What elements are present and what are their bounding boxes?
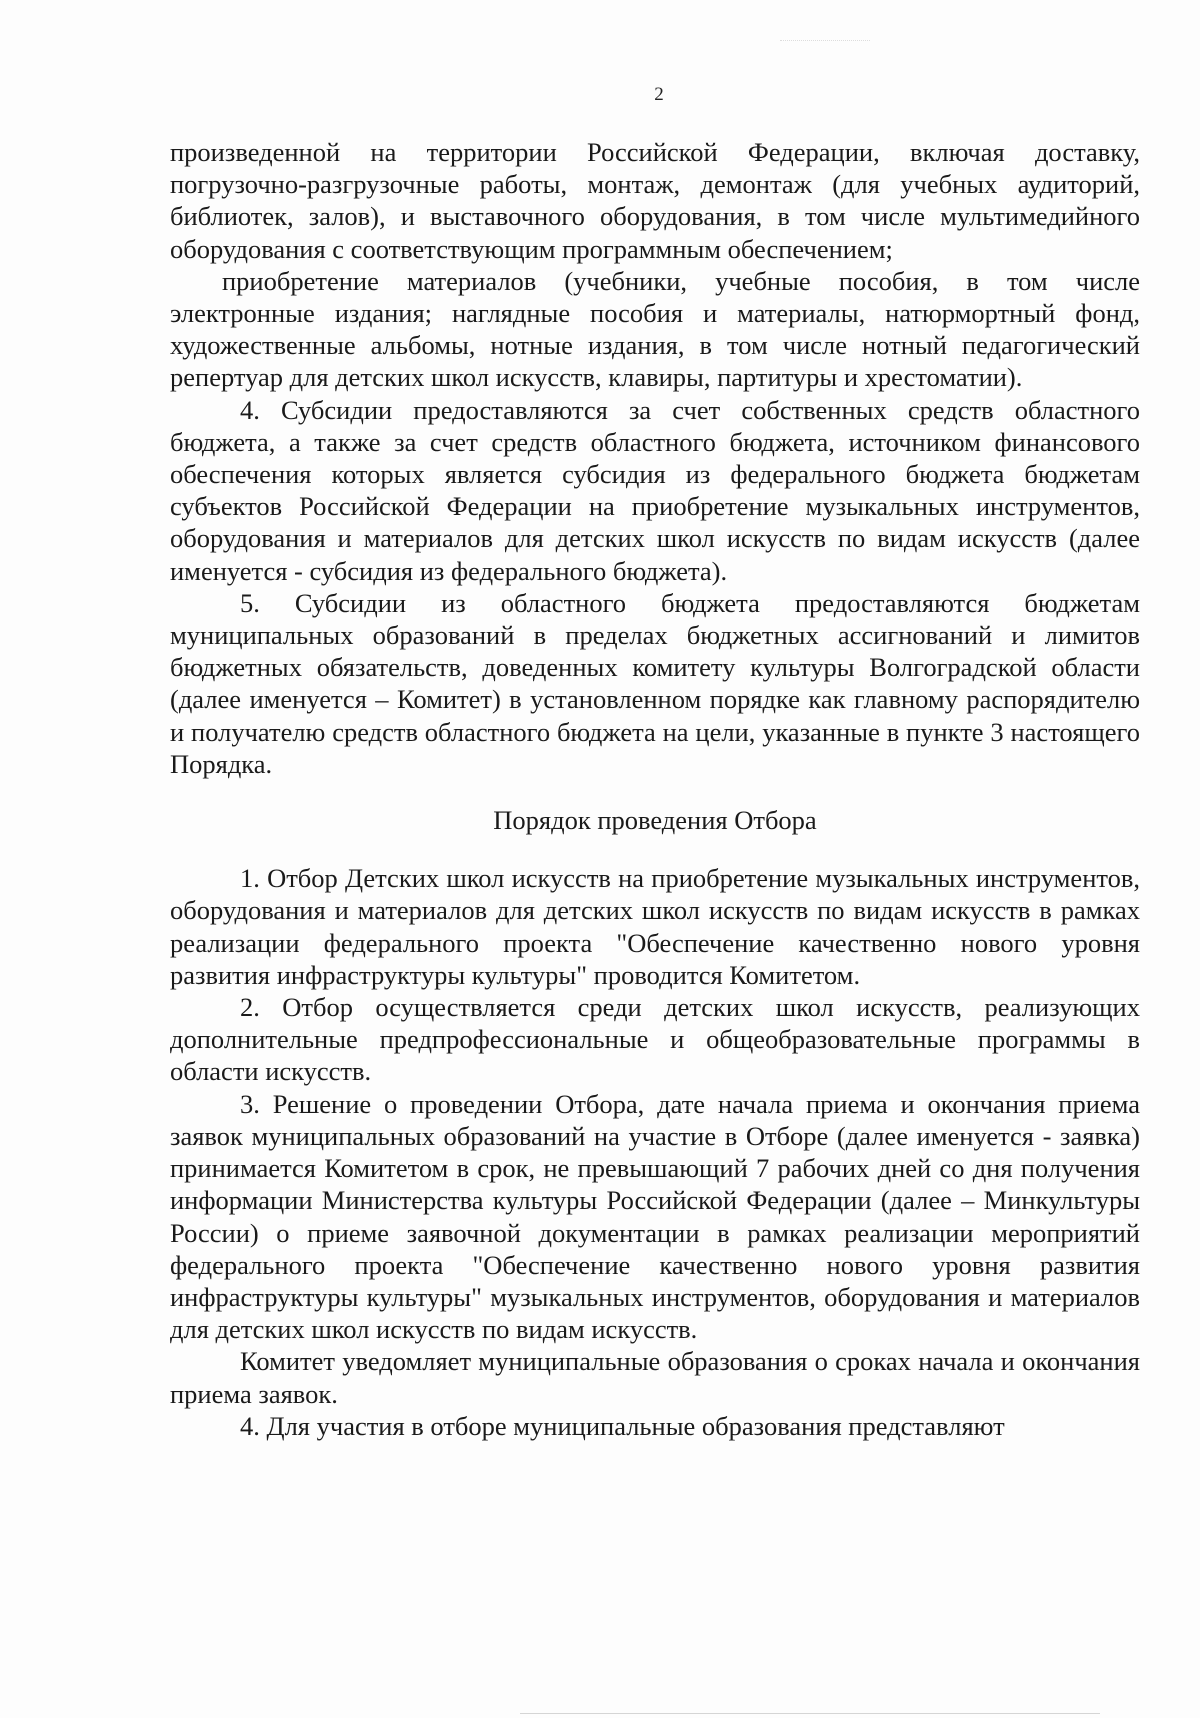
page-number: 2 (654, 84, 664, 105)
paragraph-selection-1: 1. Отбор Детских школ искусств на приобретение музыкальных инструментов, оборудования и материалов для детских школ искусств по видам искусств в рамках реализации федерального проекта "Обеспечение качественно нового уровня развития инфраструктуры культуры" проводится Комитетом. (170, 863, 1140, 990)
document-body (170, 136, 1140, 1442)
paragraph-equipment-continuation: произведенной на территории Российской Федерации, включая доставку, погрузочно-разгрузочные работы, монтаж, демонтаж (для учебных аудиторий, библиотек, залов), и выставочного оборудования, в том числе мультимедийного оборудования с соответствующим программным обеспечением; (170, 137, 1140, 264)
paragraph-selection-2: 2. Отбор осуществляется среди детских школ искусств, реализующих дополнительные предпрофессиональные и общеобразовательные программы в области искусств. (170, 992, 1140, 1087)
paragraph-item-4-subsidies: 4. Субсидии предоставляются за счет собственных средств областного бюджета, а также за счет средств областного бюджета, источником финансового обеспечения которых является субсидия из федерального бюджета бюджетам субъектов Российской Федерации на приобретение музыкальных инструментов, оборудования и материалов для детских школ искусств по видам искусств (далее именуется - субсидия из федерального бюджета). (170, 394, 1140, 586)
scan-artifact (780, 40, 870, 43)
paragraph-materials: приобретение материалов (учебники, учебные пособия, в том числе электронные издания; наглядные пособия и материалы, натюрмортный фонд, художественные альбомы, нотные издания, в том числе нотный педагогический репертуар для детских школ искусств, клавиры, партитуры и хрестоматии). (170, 265, 1140, 393)
paragraph-item-5-subsidies: 5. Субсидии из областного бюджета предоставляются бюджетам муниципальных образований в пределах бюджетных ассигнований и лимитов бюджетных обязательств, доведенных комитету культуры Волгоградской области (далее именуется – Комитет) в установленном порядке как главному распорядителю и получателю средств областного бюджета на цели, указанные в пункте 3 настоящего Порядка. (170, 587, 1140, 779)
paragraph-selection-4: 4. Для участия в отборе муниципальные образования представляют (240, 1410, 1005, 1441)
paragraph-notification: Комитет уведомляет муниципальные образования о сроках начала и окончания приема заявок. (170, 1346, 1140, 1409)
section-heading: Порядок проведения Отбора (493, 805, 817, 836)
scan-edge-line (520, 1713, 1100, 1714)
paragraph-selection-3: 3. Решение о проведении Отбора, дате начала приема и окончания приема заявок муниципальных образований на участие в Отборе (далее именуется - заявка) принимается Комитетом в срок, не превышающий 7 рабочих дней со дня получения информации Министерства культуры Российской Федерации (далее – Минкультуры России) о приеме заявочной документации в рамках реализации мероприятий федерального проекта "Обеспечение качественно нового уровня развития инфраструктуры культуры" музыкальных инструментов, оборудования и материалов для детских школ искусств по видам искусств. (170, 1088, 1140, 1345)
